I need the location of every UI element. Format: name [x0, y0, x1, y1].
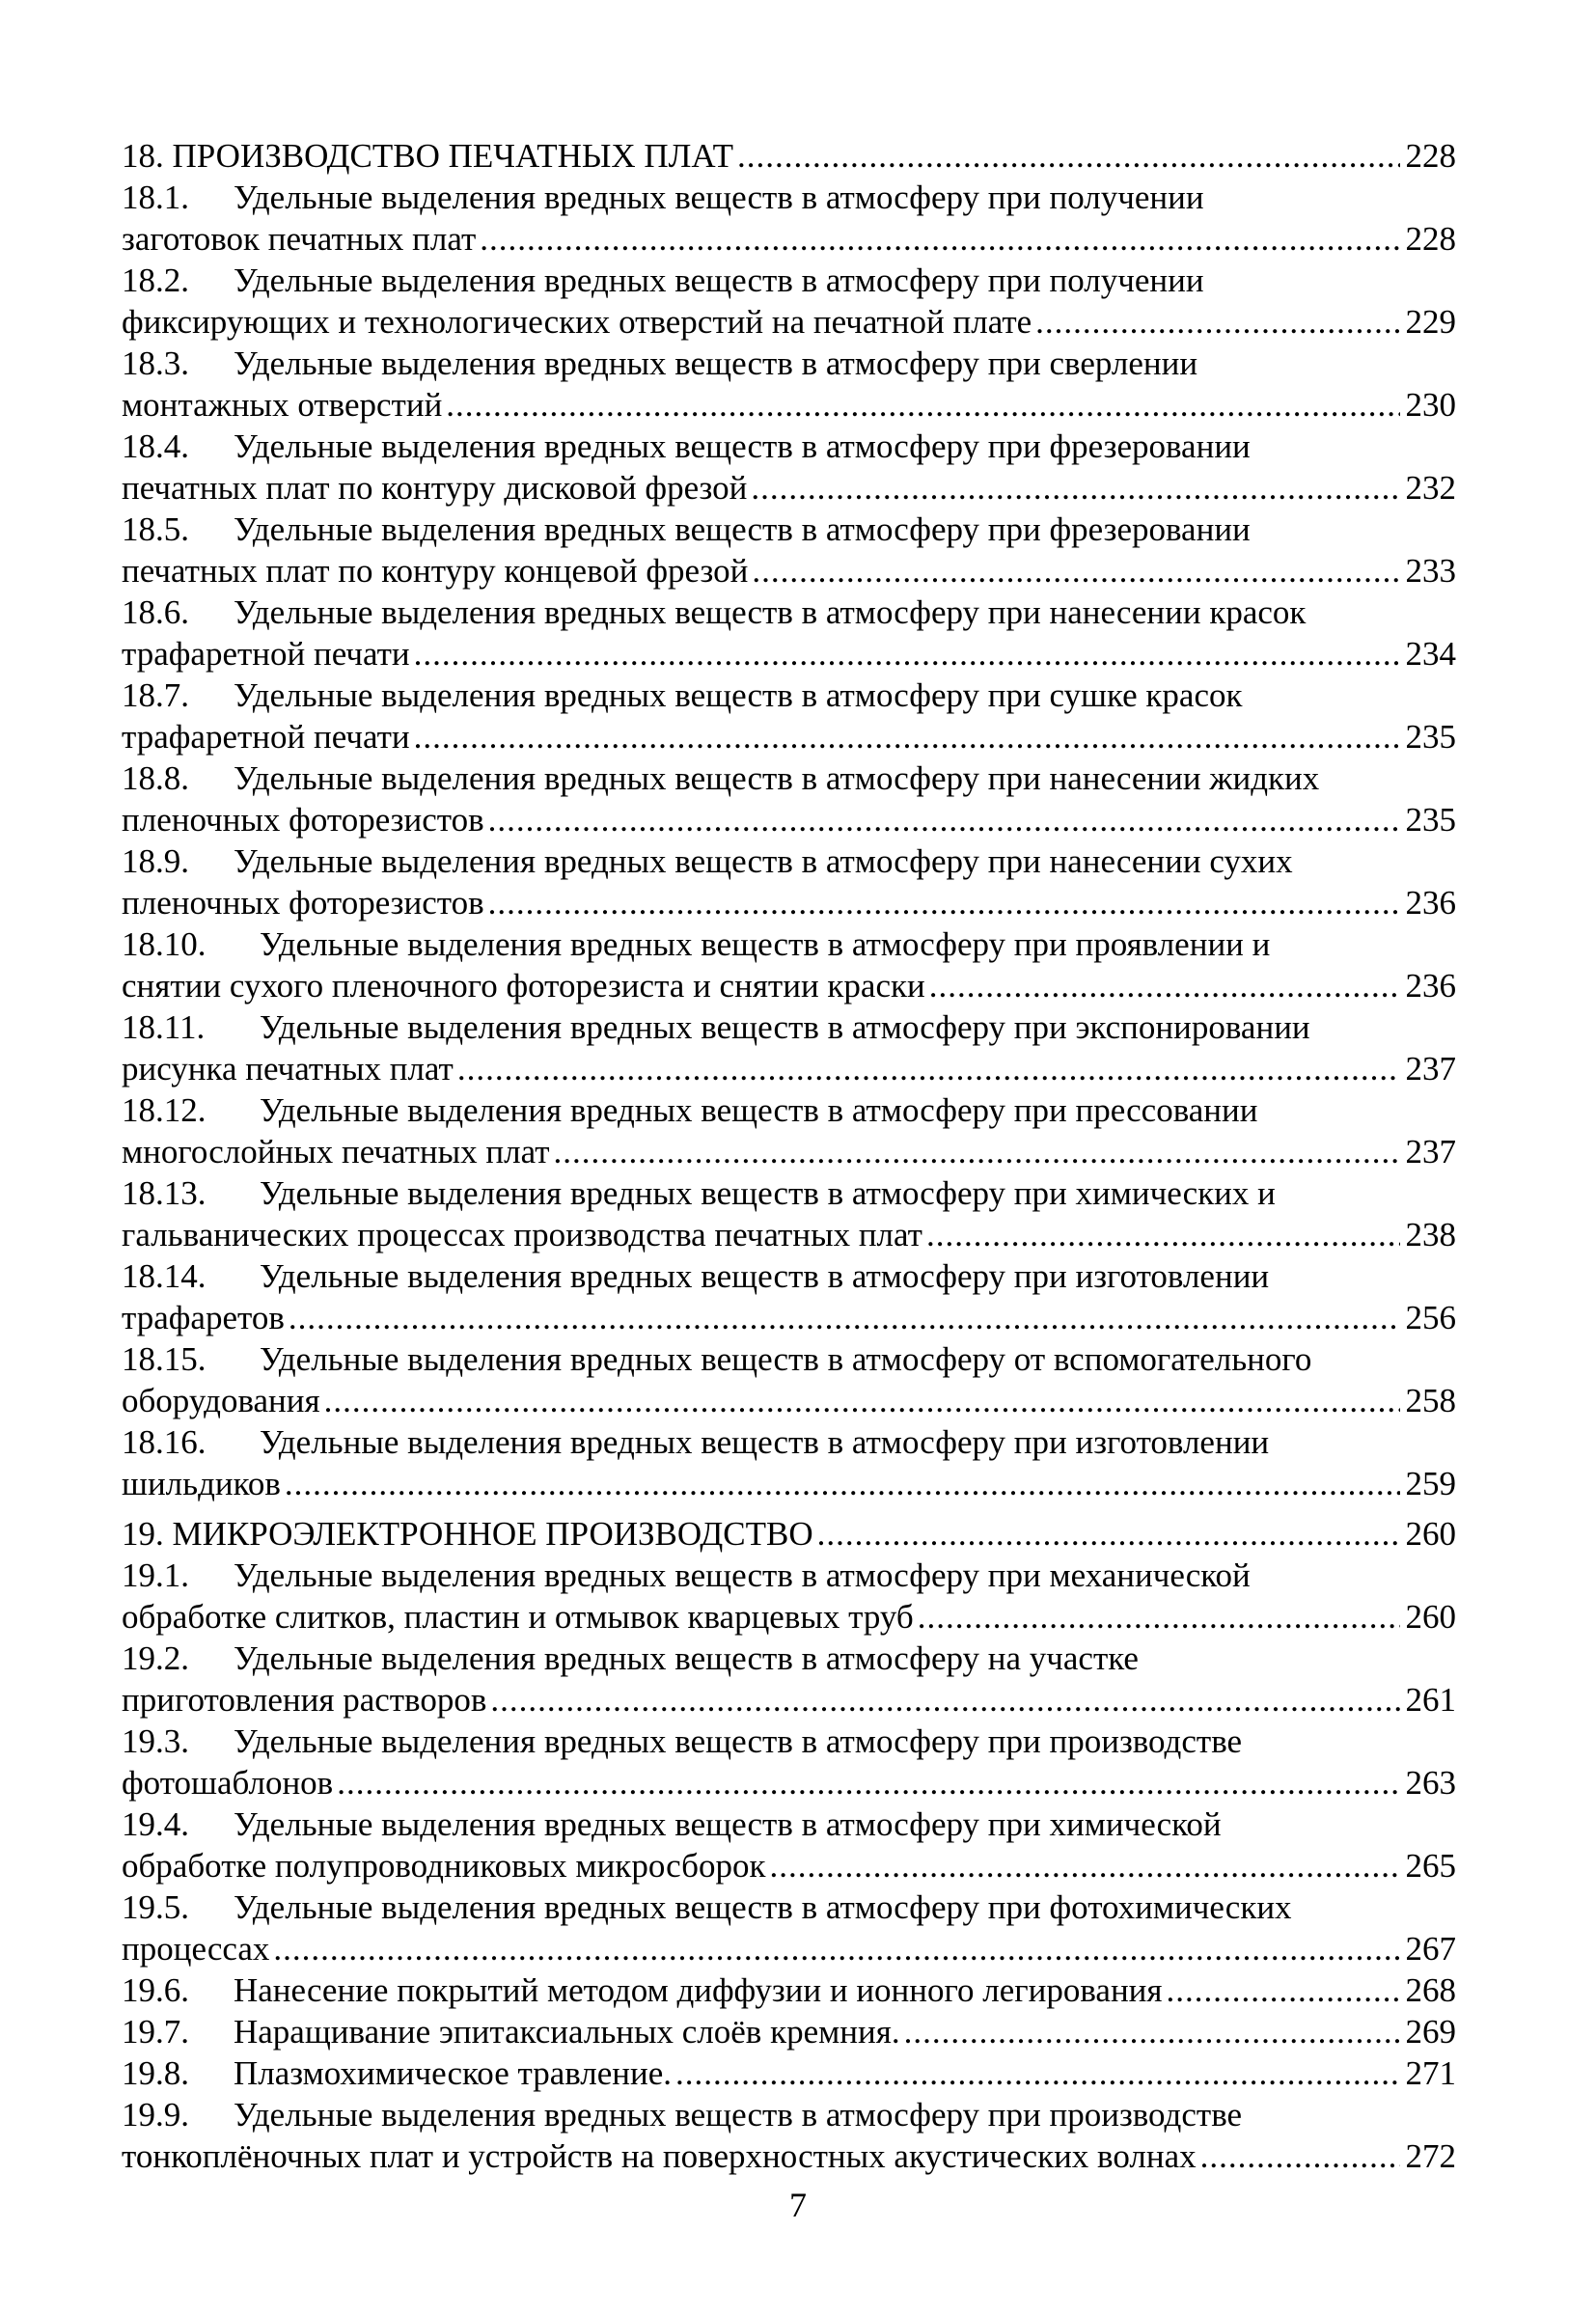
toc-entry-title: Удельные выделения вредных веществ в атмосферу на участке	[234, 1639, 1139, 1677]
toc-entry-title-cont: снятии сухого пленочного фоторезиста и снятии краски	[122, 967, 925, 1005]
toc-page-number: 237	[1405, 1050, 1456, 1088]
toc-entry-title: Удельные выделения вредных веществ в атмосферу при фрезеровании	[234, 427, 1251, 465]
toc-page-number: 235	[1405, 718, 1456, 756]
toc-page-number: 236	[1405, 884, 1456, 922]
toc-entry-line	[122, 592, 1456, 633]
toc-entry-title-cont: процессах	[122, 1930, 270, 1968]
toc-line	[122, 1596, 1456, 1638]
toc-page-number: 260	[1405, 1515, 1456, 1553]
dot-leader	[929, 965, 1400, 1006]
toc-entry-line	[122, 1255, 1456, 1297]
toc-entry-title: Удельные выделения вредных веществ в атмосферу при механической	[234, 1556, 1251, 1594]
toc-entry-number: 18.1.	[122, 179, 189, 216]
toc-entry-title: Удельные выделения вредных веществ в атмосферу при фрезеровании	[234, 510, 1251, 548]
dot-leader	[1035, 301, 1399, 343]
dot-leader	[414, 716, 1400, 757]
toc-entry-number: 18.2.	[122, 262, 189, 299]
dot-leader	[289, 1297, 1400, 1338]
dot-leader	[554, 1131, 1400, 1172]
toc-entry-title-cont: оборудования	[122, 1382, 320, 1419]
toc-entry-title: Нанесение покрытий методом диффузии и ионного легирования	[234, 1971, 1163, 2009]
toc-entry-line	[122, 260, 1456, 301]
toc-entry-title: Удельные выделения вредных веществ в атмосферу при химических и	[260, 1174, 1276, 1212]
toc-page-number: 230	[1405, 386, 1456, 424]
toc-entry-number: 19.8.	[122, 2054, 189, 2092]
toc-entry-number: 19.6.	[122, 1971, 189, 2009]
dot-leader	[285, 1463, 1400, 1504]
toc-line	[122, 135, 1456, 177]
toc-page-number: 238	[1405, 1216, 1456, 1253]
toc-page-number: 263	[1405, 1764, 1456, 1802]
toc-line	[122, 550, 1456, 592]
toc-line	[122, 1845, 1456, 1886]
toc-line	[122, 1928, 1456, 1969]
toc-entry-title: Удельные выделения вредных веществ в атмосферу при производстве	[234, 1722, 1243, 1760]
toc-entry-title-cont: обработке слитков, пластин и отмывок кварцевых труб	[122, 1598, 914, 1636]
dot-leader	[926, 1214, 1400, 1255]
toc-entry-title-cont: пленочных фоторезистов	[122, 884, 484, 922]
toc-entry-number: 18.9.	[122, 842, 189, 880]
toc-entry-line	[122, 1089, 1456, 1131]
toc-line	[122, 882, 1456, 923]
toc-entry-title: Плазмохимическое травление.	[234, 2054, 673, 2092]
toc-entry-title: Удельные выделения вредных веществ в атмосферу при химической	[234, 1805, 1222, 1843]
toc-entry-title-cont: фотошаблонов	[122, 1764, 334, 1802]
toc-page-number: 259	[1405, 1465, 1456, 1502]
dot-leader	[752, 550, 1399, 592]
toc-line	[122, 1214, 1456, 1255]
toc-page-number: 269	[1405, 2013, 1456, 2051]
toc-entry-line	[122, 1421, 1456, 1463]
toc-page-number: 228	[1405, 220, 1456, 258]
toc-page-number: 228	[1405, 137, 1456, 175]
toc-page-number: 235	[1405, 801, 1456, 839]
toc-entry-number: 19.9.	[122, 2096, 189, 2134]
dot-leader	[273, 1928, 1399, 1969]
toc-line	[122, 633, 1456, 675]
toc-line	[122, 1380, 1456, 1421]
toc-entry-title: Удельные выделения вредных веществ в атмосферу при сверлении	[234, 344, 1198, 382]
toc-entry-title-cont: шильдиков	[122, 1465, 281, 1502]
toc-line	[122, 2052, 1456, 2094]
toc-entry-number: 18.16.	[122, 1423, 206, 1461]
toc-entry-line	[122, 177, 1456, 218]
toc-line	[122, 301, 1456, 343]
dot-leader	[488, 799, 1400, 840]
toc-entry-number: 19.7.	[122, 2013, 189, 2051]
toc-entry-number: 19.5.	[122, 1888, 189, 1926]
toc-entry-title-cont: монтажных отверстий	[122, 386, 443, 424]
toc-entry-title-cont: тонкоплёночных плат и устройств на поверхностных акустических волнах	[122, 2137, 1197, 2175]
toc-entry-number: 19.4.	[122, 1805, 189, 1843]
dot-leader	[488, 882, 1400, 923]
toc-line	[122, 1297, 1456, 1338]
toc-entry-line	[122, 2094, 1456, 2135]
toc-entry-title-cont: пленочных фоторезистов	[122, 801, 484, 839]
dot-leader	[817, 1513, 1400, 1555]
toc-entry-number: 18.14.	[122, 1257, 206, 1295]
toc-entry-title: Удельные выделения вредных веществ в атмосферу при нанесении сухих	[234, 842, 1293, 880]
toc-entry-title-cont: приготовления растворов	[122, 1681, 487, 1719]
toc-page-number: 233	[1405, 552, 1456, 590]
toc-entry-title: Удельные выделения вредных веществ в атмосферу при проявлении и	[260, 925, 1271, 963]
dot-leader	[457, 1048, 1400, 1089]
toc-line	[122, 965, 1456, 1006]
toc-line	[122, 799, 1456, 840]
toc-entry-title: Удельные выделения вредных веществ в атмосферу при изготовлении	[260, 1257, 1270, 1295]
toc-entry-title: Удельные выделения вредных веществ в атмосферу от вспомогательного	[260, 1340, 1312, 1378]
dot-leader	[446, 384, 1399, 426]
dot-leader	[918, 1596, 1400, 1638]
section-title: 19. МИКРОЭЛЕКТРОННОЕ ПРОИЗВОДСТВО	[122, 1515, 813, 1553]
toc-entry-title: Удельные выделения вредных веществ в атмосферу при экспонировании	[260, 1008, 1310, 1046]
toc-entry-line	[122, 923, 1456, 965]
toc-entry-title-cont: гальванических процессах производства печатных плат	[122, 1216, 922, 1253]
toc-entry-title-cont: рисунка печатных плат	[122, 1050, 454, 1088]
toc-line	[122, 1762, 1456, 1804]
toc-entry-line	[122, 343, 1456, 384]
toc-entry-number: 18.15.	[122, 1340, 206, 1378]
toc-page-number: 232	[1405, 469, 1456, 507]
toc-line	[122, 716, 1456, 757]
toc-entry-number: 19.2.	[122, 1639, 189, 1677]
dot-leader	[337, 1762, 1399, 1804]
toc-entry-title: Удельные выделения вредных веществ в атмосферу при производстве	[234, 2096, 1243, 2134]
toc-page-number: 268	[1405, 1971, 1456, 2009]
toc-page-number: 258	[1405, 1382, 1456, 1419]
toc-entry-title: Удельные выделения вредных веществ в атмосферу при фотохимических	[234, 1888, 1292, 1926]
toc-entry-line	[122, 840, 1456, 882]
toc-entry-number: 19.3.	[122, 1722, 189, 1760]
dot-leader	[769, 1845, 1399, 1886]
toc-entry-title: Удельные выделения вредных веществ в атмосферу при сушке красок	[234, 676, 1243, 714]
table-of-contents	[122, 135, 1456, 2177]
toc-line	[122, 1679, 1456, 1721]
toc-line	[122, 467, 1456, 509]
toc-entry-number: 18.8.	[122, 759, 189, 797]
toc-entry-title: Удельные выделения вредных веществ в атмосферу при получении	[234, 262, 1204, 299]
toc-entry-title-cont: обработке полупроводниковых микросборок	[122, 1847, 766, 1885]
toc-page-number: 267	[1405, 1930, 1456, 1968]
dot-leader	[904, 2011, 1400, 2052]
toc-page-number: 265	[1405, 1847, 1456, 1885]
toc-entry-number: 18.13.	[122, 1174, 206, 1212]
toc-entry-number: 18.10.	[122, 925, 206, 963]
toc-line	[122, 384, 1456, 426]
dot-leader	[480, 218, 1399, 260]
toc-entry-title-cont: печатных плат по контуру дисковой фрезой	[122, 469, 748, 507]
toc-page-number: 271	[1405, 2054, 1456, 2092]
toc-entry-number: 18.7.	[122, 676, 189, 714]
toc-line	[122, 2135, 1456, 2177]
toc-entry-line	[122, 426, 1456, 467]
toc-entry-title-cont: трафаретов	[122, 1299, 285, 1336]
dot-leader	[751, 467, 1399, 509]
toc-page-number: 272	[1405, 2137, 1456, 2175]
toc-entry-title-cont: фиксирующих и технологических отверстий на печатной плате	[122, 303, 1032, 341]
toc-entry-line	[122, 1721, 1456, 1762]
toc-page-number: 229	[1405, 303, 1456, 341]
toc-entry-title-cont: заготовок печатных плат	[122, 220, 477, 258]
toc-entry-line	[122, 1886, 1456, 1928]
toc-entry-number: 18.11.	[122, 1008, 206, 1046]
toc-entry-title: Удельные выделения вредных веществ в атмосферу при нанесении красок	[234, 593, 1307, 631]
toc-page-number: 256	[1405, 1299, 1456, 1336]
section-title: 18. ПРОИЗВОДСТВО ПЕЧАТНЫХ ПЛАТ	[122, 137, 733, 175]
toc-entry-line	[122, 1638, 1456, 1679]
page-number: 7	[789, 2186, 807, 2224]
toc-line	[122, 1969, 1456, 2011]
toc-page-number: 261	[1405, 1681, 1456, 1719]
section-gap	[122, 1504, 1456, 1513]
toc-page-number: 237	[1405, 1133, 1456, 1170]
toc-entry-title-cont: трафаретной печати	[122, 718, 410, 756]
toc-page-number: 236	[1405, 967, 1456, 1005]
toc-page-number: 234	[1405, 635, 1456, 673]
toc-line	[122, 1513, 1456, 1555]
dot-leader	[490, 1679, 1399, 1721]
toc-entry-title: Удельные выделения вредных веществ в атмосферу при изготовлении	[260, 1423, 1270, 1461]
toc-entry-title: Удельные выделения вредных веществ в атмосферу при получении	[234, 179, 1204, 216]
toc-entry-line	[122, 1555, 1456, 1596]
toc-entry-line	[122, 757, 1456, 799]
toc-entry-title: Удельные выделения вредных веществ в атмосферу при прессовании	[260, 1091, 1258, 1129]
toc-entry-line	[122, 675, 1456, 716]
toc-entry-title: Удельные выделения вредных веществ в атмосферу при нанесении жидких	[234, 759, 1320, 797]
toc-entry-title-cont: печатных плат по контуру концевой фрезой	[122, 552, 749, 590]
toc-entry-number: 18.3.	[122, 344, 189, 382]
dot-leader	[324, 1380, 1400, 1421]
toc-line	[122, 2011, 1456, 2052]
toc-entry-line	[122, 509, 1456, 550]
toc-line	[122, 1463, 1456, 1504]
dot-leader	[1167, 1969, 1400, 2011]
toc-entry-title-cont: трафаретной печати	[122, 635, 410, 673]
toc-entry-title: Наращивание эпитаксиальных слоёв кремния.	[234, 2013, 900, 2051]
toc-line	[122, 218, 1456, 260]
toc-entry-line	[122, 1804, 1456, 1845]
dot-leader	[737, 135, 1400, 177]
toc-line	[122, 1131, 1456, 1172]
toc-entry-line	[122, 1338, 1456, 1380]
toc-entry-number: 18.12.	[122, 1091, 206, 1129]
toc-entry-number: 18.4.	[122, 427, 189, 465]
dot-leader	[414, 633, 1400, 675]
toc-entry-title-cont: многослойных печатных плат	[122, 1133, 550, 1170]
toc-line	[122, 1048, 1456, 1089]
toc-page-number: 260	[1405, 1598, 1456, 1636]
toc-entry-number: 18.6.	[122, 593, 189, 631]
toc-entry-number: 18.5.	[122, 510, 189, 548]
toc-entry-line	[122, 1172, 1456, 1214]
dot-leader	[1200, 2135, 1400, 2177]
toc-entry-number: 19.1.	[122, 1556, 189, 1594]
dot-leader	[675, 2052, 1399, 2094]
toc-entry-line	[122, 1006, 1456, 1048]
